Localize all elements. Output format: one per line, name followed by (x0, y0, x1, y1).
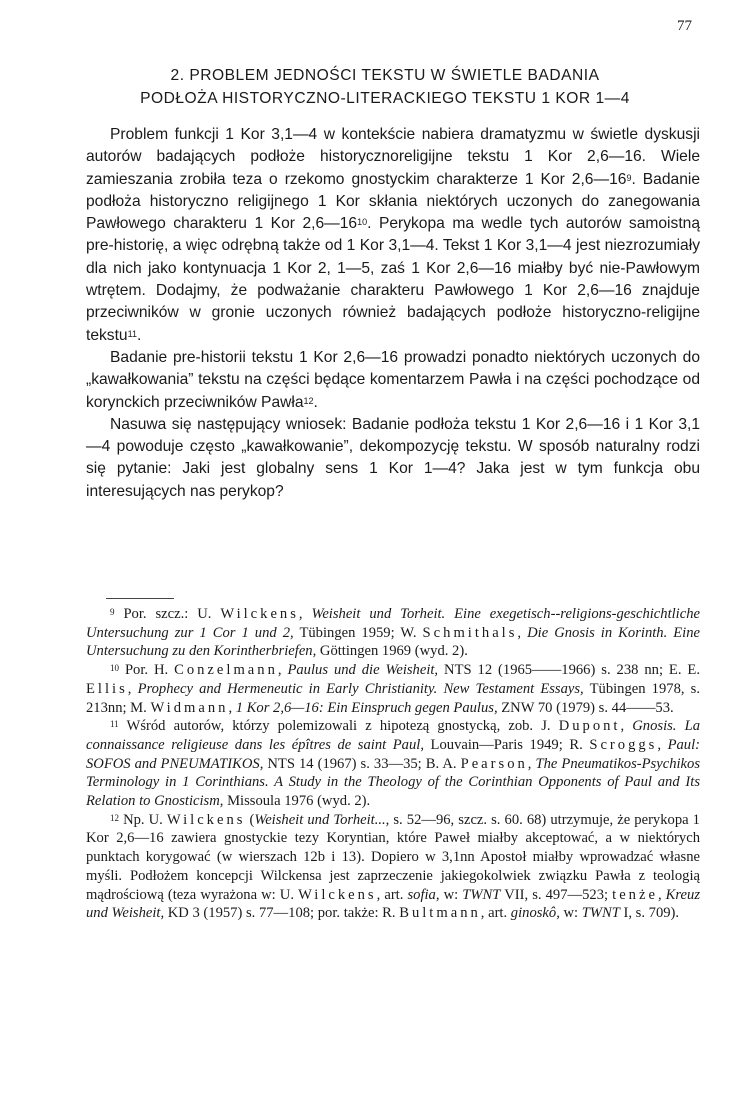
work-title: Prophecy and Hermeneutic in Early Christianity. New Testament Essays, (137, 680, 584, 697)
author-name: Scroggs (589, 736, 658, 753)
work-title: Die Gnosis in Korinth. Eine Untersuchung zu den Korintherbriefen, (86, 624, 701, 660)
footnotes (86, 605, 700, 923)
footnote-text: Np. U. (123, 811, 167, 828)
footnote-text: Göttingen 1969 (wyd. 2). (316, 643, 468, 660)
author-name: Pearson (460, 755, 528, 772)
footnote-text: w: (439, 886, 463, 903)
paragraph-1-text-d: . (136, 326, 142, 344)
footnote-text: Missoula 1976 (wyd. 2). (223, 793, 371, 810)
footnote-text: VII, s. 497—523; (500, 886, 613, 903)
work-title: 1 Kor 2,6—16: Ein Einspruch gegen Paulus, (235, 699, 498, 716)
work-title: Kreuz und Weisheit, (86, 886, 700, 922)
footnote-text: w: (559, 905, 582, 922)
paragraph-1-text-c: . Perykopa ma wedle tych autorów samoistną pre-historię, a więc odrębną także od 1 Kor 3,1—4. Tekst 1 Kor 3,1—4 jest niezrozumiały dla nich jako kontynuacja 1 Kor 2, 1—5, zaś 1 Kor 2,6—16 miałby być nie-Pawłowym wtrętem. Dodajmy, że podważanie charakteru Pawłowego 1 Kor 2,6—16 znajduje przeciwników w gronie uczonych również badających podłoże historyczno-religijne tekstu (86, 215, 700, 344)
footnote-text: KD 3 (1957) s. 77—108; por. także: R. (164, 905, 400, 922)
work-title: TWNT (462, 886, 501, 903)
author-name: Widmann (150, 699, 229, 716)
footnote-text: Louvain—Paris 1949; R. (423, 736, 590, 753)
work-title: Weisheit und Torheit. Eine exegetisch--religions-geschichtliche Untersuchung zur 1 Cor 1 und 2, (86, 606, 700, 641)
footnote-number: 11 (110, 719, 119, 730)
heading-line-1: 2. PROBLEM JEDNOŚCI TEKSTU W ŚWIETLE BADANIA (170, 67, 600, 84)
page-number: 77 (677, 18, 692, 34)
footnote-text: Tübingen 1978, s. 213nn; M. (86, 680, 700, 716)
footnote-ref-12: 12 (303, 395, 314, 406)
footnote-11 (86, 717, 700, 811)
footnote-text: s. 52—96, szcz. s. 60. 68) utrzymuje, że perykopa 1 Kor 2,6—16 zawiera gnostyckie tezy Koryntian, które Paweł miałby akceptować, a w niektórych punktach korygować (w wierszach 12b i 13). Dopiero w 3,1nn Apostoł miałby wprowadzać własne myśli. Podłożem koncepcji Wilckensa jest zaprzeczenie jakiegokolwiek związku Pawła z teologią mądrościową (teza wyrażona w: U. (86, 811, 700, 903)
footnote-text: Wśród autorów, którzy polemizowali z hipotezą gnostycką, zob. J. (126, 718, 559, 735)
footnote-separator (106, 598, 174, 599)
paragraph-2-text-b: . (313, 393, 318, 411)
footnote-text: , (657, 886, 666, 903)
footnote-number: 9 (110, 607, 115, 617)
paragraph-3: Nasuwa się następujący wniosek: Badanie podłoża tekstu 1 Kor 2,6—16 i 1 Kor 3,1—4 powoduje często „kawałkowanie”, dekompozycję tekstu. W sposób naturalny rodzi się pytanie: Jaki jest globalny sens 1 Kor 1—4? Jaka jest w tym funkcja obu interesujących nas perykop? (86, 415, 700, 500)
footnote-ref-10: 10 (357, 217, 368, 228)
work-title: Paul: SOFOS and PNEUMATIKOS, (86, 736, 701, 772)
footnote-text: NTS 12 (1965——1966) s. 238 nn; E. E. (438, 662, 700, 679)
footnote-ref-9: 9 (626, 172, 632, 183)
author-name: Dupont (558, 718, 621, 735)
footnote-text: , (127, 680, 138, 697)
author-name: Wilckens (166, 811, 246, 828)
footnote-text: ZNW 70 (1979) s. 44——53. (497, 699, 674, 716)
footnote-text: NTS 14 (1967) s. 33—35; B. A. (263, 755, 461, 772)
author-name: Conzelmann (174, 662, 278, 679)
author-name: Wilckens (220, 606, 299, 622)
footnote-9 (86, 605, 700, 661)
author-name: Bultmann (399, 905, 481, 922)
footnote-text: ( (245, 811, 255, 828)
body-text (86, 124, 700, 503)
author-name: Wilckens (298, 886, 377, 903)
work-title: Weisheit und Torheit..., (254, 811, 390, 828)
author-name: Schmithals (422, 624, 518, 641)
author-name: Ellis (86, 680, 128, 697)
footnote-text: , (527, 755, 536, 772)
footnote-text: Por. szcz.: U. (123, 606, 221, 622)
work-title: TWNT (581, 905, 620, 922)
footnote-number: 12 (110, 812, 119, 823)
heading-line-2: PODŁOŻA HISTORYCZNO-LITERACKIEGO TEKSTU 1 KOR 1—4 (140, 90, 630, 107)
footnote-text: , (657, 736, 668, 753)
paragraph-1 (86, 124, 700, 347)
footnote-text: , (228, 699, 236, 716)
work-title: Gnosis. La connaissance religieuse dans les épîtres de saint Paul, (86, 718, 701, 753)
work-title: sofia, (407, 886, 440, 903)
work-title: Paulus und die Weisheit, (287, 662, 439, 679)
section-heading (70, 64, 700, 110)
paragraph-1-text-a: Problem funkcji 1 Kor 3,1—4 w kontekście nabiera dramatyzmu w świetle dyskusji autorów badających podłoże historycznoreligijne tekstu 1 Kor 2,6—16. Wiele zamieszania zrobiła teza o rzekomo gnostyckim charakterze 1 Kor 2,6—16 (86, 126, 700, 188)
work-title: The Pneumatikos-Psychikos Terminology in 1 Corinthians. A Study in the Theology of the Corinthian Opponents of Paul and Its Relation to Gnosticism, (86, 755, 701, 810)
footnote-text: I, s. 709). (619, 905, 680, 922)
author-name: tenże (612, 886, 658, 903)
paragraph-2 (86, 347, 700, 414)
footnote-ref-11: 11 (127, 328, 137, 339)
footnote-text: , art. (376, 886, 408, 903)
footnote-text: , (517, 624, 528, 641)
footnote-text: , (298, 606, 312, 622)
footnote-text: Tübingen 1959; W. (293, 624, 423, 641)
footnote-text: , (277, 662, 288, 679)
footnote-text: , (620, 718, 633, 735)
work-title: ginoskô, (510, 905, 560, 922)
footnote-10 (86, 661, 700, 717)
footnote-text: , art. (480, 905, 511, 922)
paragraph-1-text-b: . Badanie podłoża historyczno religijnego 1 Kor skłania niektórych uczonych do zanegowania Pawłowego charakteru 1 Kor 2,6—16 (86, 170, 700, 233)
footnote-12 (86, 811, 700, 923)
footnote-text: Por. H. (124, 662, 175, 679)
footnote-number: 10 (110, 663, 119, 674)
paragraph-2-text-a: Badanie pre-historii tekstu 1 Kor 2,6—16 prowadzi ponadto niektórych uczonych do „kawałkowania” tekstu na części będące komentarzem Pawła i na części pochodzące od korynckich przeciwników Pawła (86, 348, 700, 411)
